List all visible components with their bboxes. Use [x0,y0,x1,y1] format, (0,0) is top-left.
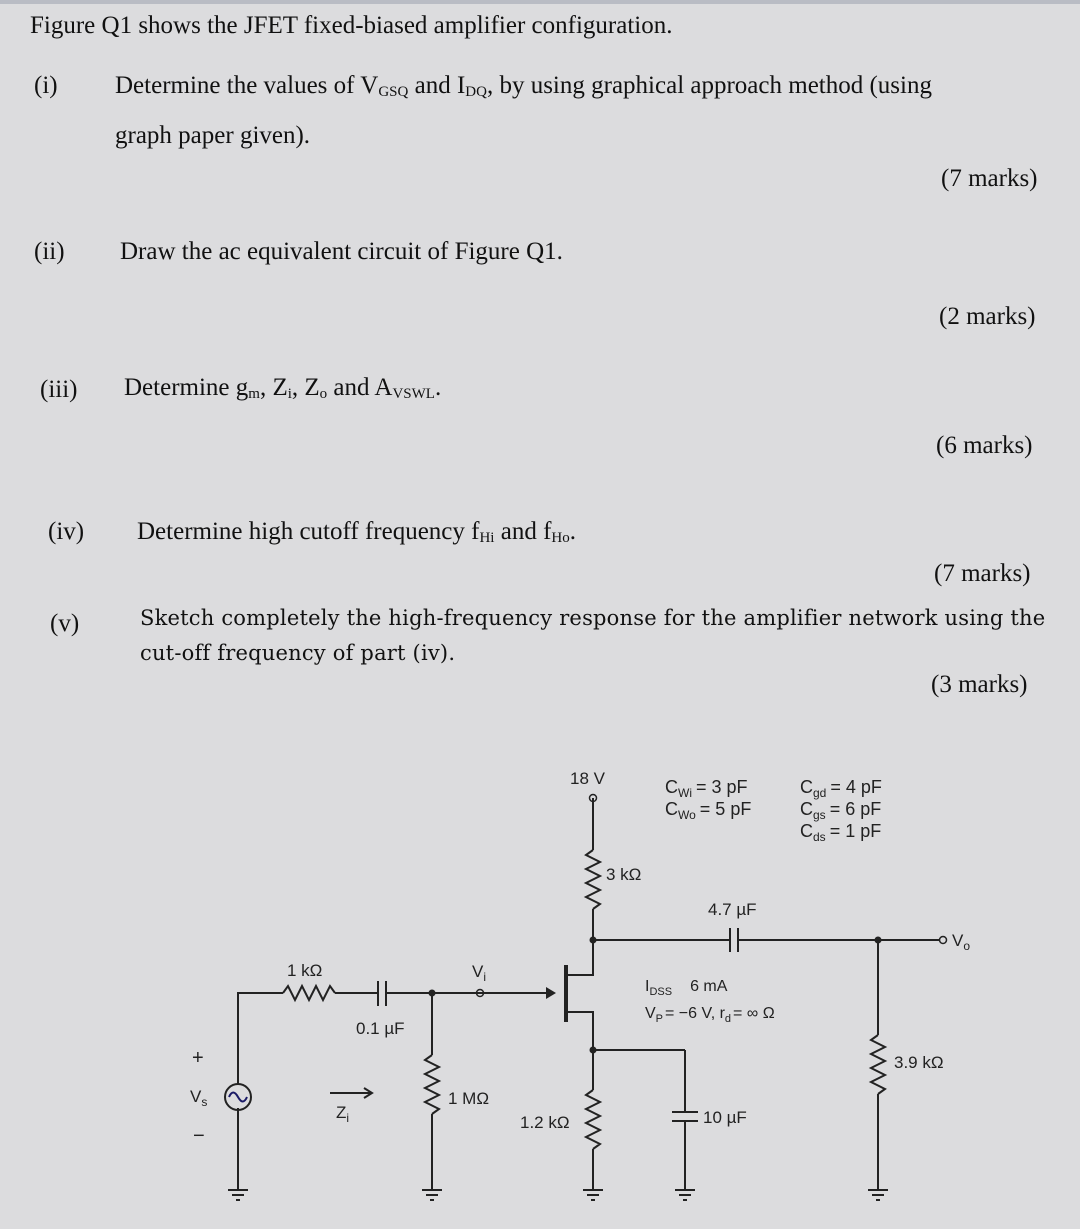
question-5-marks: (3 marks) [931,671,1028,698]
rl-label: 3.9 kΩ [894,1053,944,1072]
question-1-number: (i) [34,72,58,99]
ground-icon [868,1190,888,1200]
question-2-marks: (2 marks) [939,303,1036,330]
ground-icon [228,1190,248,1200]
wire-drain-to-fet [566,940,593,975]
ground-icon [422,1190,442,1200]
rs-label: 1.2 kΩ [520,1113,570,1132]
question-5-text-line1: Sketch completely the high-frequency response for the amplifier network using the [140,606,1046,630]
sine-icon [229,1093,247,1102]
rg-label: 1 MΩ [448,1089,490,1108]
rl-resistor [871,1035,885,1094]
rsig-label: 1 kΩ [287,961,323,980]
cout-label: 4.7 µF [708,900,757,919]
vp-label: $V_P = -6$ V, $r_d$ = ∞ Ω [645,1005,775,1025]
vs-label: $V_s$ [190,1087,208,1109]
rd-resistor [586,850,600,909]
node-source [590,1047,597,1054]
question-2-number: (ii) [34,238,65,265]
question-3-text: Determine $g_m$, $Z_i$, $Z_o$ and $A_{VSWL}$. [124,374,442,402]
cgs-label: $C_{gs} = 6$ pF [800,799,882,822]
question-4-text: Determine high cutoff frequency $f_{Hi}$ and $f_{Ho}$. [137,518,576,546]
question-2-text: Draw the ac equivalent circuit of Figure Q1. [120,238,563,265]
node-drain [590,937,597,944]
rsig-resistor [283,986,335,1000]
question-3-marks: (6 marks) [936,432,1033,459]
cwo-label: $C_{Wo} = 5$ pF [665,799,752,822]
question-1-marks: (7 marks) [941,165,1038,192]
cin-label: 0.1 µF [356,1019,405,1038]
question-1-text-line2: graph paper given). [115,122,311,149]
vs-minus: − [193,1125,205,1147]
node-gate [429,990,436,997]
vo-terminal [940,937,947,944]
vi-label: $V_i$ [472,962,487,984]
rd-label: 3 kΩ [606,865,642,884]
zi-arrow [330,1088,372,1098]
cds-label: $C_{ds} = 1$ pF [800,821,882,844]
wire-source-top [238,993,283,1085]
idss-label: $I_{DSS}$ 6 mA [645,978,728,998]
cwi-label: $C_{Wi} = 3$ pF [665,777,748,800]
node-output [875,937,882,944]
cgd-label: $C_{gd} = 4$ pF [800,777,882,800]
vo-label: $V_o$ [952,931,971,953]
rs-resistor [586,1090,600,1149]
zi-label: $Z_i$ [336,1103,350,1125]
vs-plus: + [192,1047,204,1069]
supply-label: 18 V [570,769,605,788]
question-1-text-line1: Determine the values of $V_{GSQ}$ and $I_{DQ}$, by using graphical approach method (using [115,72,932,100]
question-3-number: (iii) [40,376,78,403]
question-4-number: (iv) [48,518,85,545]
rg-resistor [425,1055,439,1114]
question-5-number: (v) [50,610,80,637]
ground-icon [583,1190,603,1200]
cs-label: 10 µF [703,1108,747,1127]
page-title: Figure Q1 shows the JFET fixed-biased amplifier configuration. [30,12,673,39]
gate-arrow-icon [546,987,556,999]
ground-icon [675,1190,695,1200]
question-4-marks: (7 marks) [934,560,1031,587]
question-5-text-line2: cut-off frequency of part (iv). [140,641,456,665]
